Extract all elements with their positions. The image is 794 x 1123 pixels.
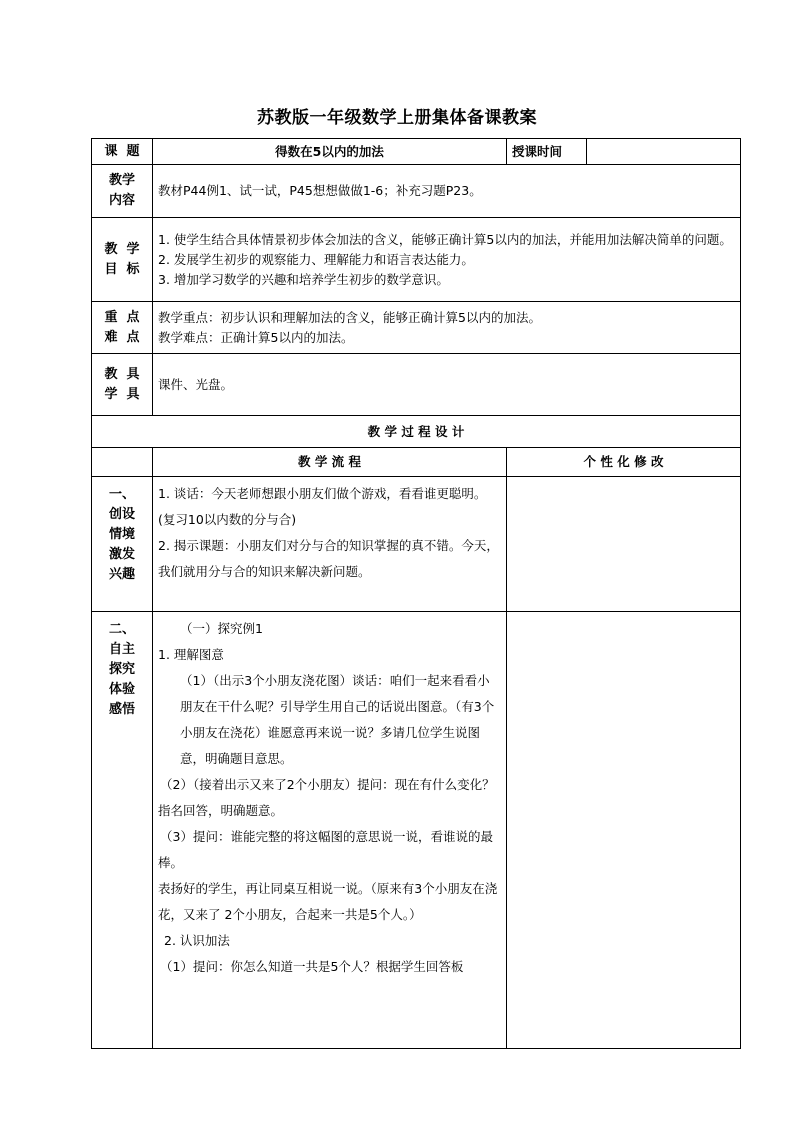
process-heading: 教 学 过 程 设 计 [92,416,741,448]
focus-label: 重 点 难 点 [92,302,153,354]
focus-line: 教学重点：初步认识和理解加法的含义，能够正确计算5以内的加法。 [158,309,541,325]
time-value [587,139,741,165]
time-label: 授课时间 [507,139,587,165]
stage-header-cell [92,448,153,477]
flow-line: 表扬好的学生，再让同桌互相说一说。（原来有3个小朋友在浇花，又来了 2个小朋友，合起来一共是5个人。） [158,881,498,922]
process-heading-row [92,416,741,448]
goal-line: 2. 发展学生初步的观察能力、理解能力和语言表达能力。 [158,251,474,267]
flow-line: 2. 认识加法 [164,933,230,948]
focus-line: 教学难点：正确计算5以内的加法。 [158,329,354,345]
flow-line: 1. 理解图意 [158,647,224,662]
content-row [92,165,741,218]
flow-line: （一）探究例1 [180,621,263,636]
topic-row [92,139,741,165]
process-header-row [92,448,741,477]
stage2-flow [153,612,507,1049]
stage1-label: 一、 创设 情境 激发 兴趣 [92,477,153,612]
goals-text [153,218,741,302]
topic-label: 课 题 [92,139,153,165]
modification-header: 个 性 化 修 改 [507,448,741,477]
flow-header: 教 学 流 程 [153,448,507,477]
tools-label: 教 具 学 具 [92,354,153,416]
stage1-flow [153,477,507,612]
stage2-modification [507,612,741,1049]
content-label: 教学 内容 [92,165,153,218]
content-text: 教材P44例1、试一试，P45想想做做1-6；补充习题P23。 [153,165,741,218]
stage1-modification [507,477,741,612]
flow-line: （3）提问：谁能完整的将这幅图的意思说一说，看谁说的最棒。 [158,829,493,870]
tools-text: 课件、光盘。 [153,354,741,416]
flow-line: （1）（出示3个小朋友浇花图）谈话：咱们一起来看看小朋友在干什么呢？引导学生用自己的话说出图意。（有3个小朋友在浇花）谁愿意再来说一说？多请几位学生说图意，明确题目意思。 [180,673,495,766]
goals-row [92,218,741,302]
flow-line: 1. 谈话：今天老师想跟小朋友们做个游戏，看看谁更聪明。(复习10以内数的分与合) [158,486,487,527]
goals-label: 教 学 目 标 [92,218,153,302]
goal-line: 3. 增加学习数学的兴趣和培养学生初步的数学意识。 [158,271,449,287]
focus-text [153,302,741,354]
topic-value: 得数在5以内的加法 [153,139,507,165]
page-title: 苏教版一年级数学上册集体备课教案 [257,108,537,128]
flow-line: 2. 揭示课题：小朋友们对分与合的知识掌握的真不错。今天，我们就用分与合的知识来解决新问题。 [158,538,499,579]
lesson-plan-table [91,138,741,1049]
flow-line: （1）提问：你怎么知道一共是5个人？根据学生回答板 [160,959,464,974]
goal-line: 1. 使学生结合具体情景初步体会加法的含义，能够正确计算5以内的加法，并能用加法解决简单的问题。 [158,231,732,247]
flow-line: （2）（接着出示又来了2个小朋友）提问：现在有什么变化？指名回答，明确题意。 [158,777,495,818]
stage2-label: 二、 自主 探究 体验 感悟 [92,612,153,1049]
stage1-row [92,477,741,612]
focus-row [92,302,741,354]
tools-row [92,354,741,416]
stage2-row [92,612,741,1049]
